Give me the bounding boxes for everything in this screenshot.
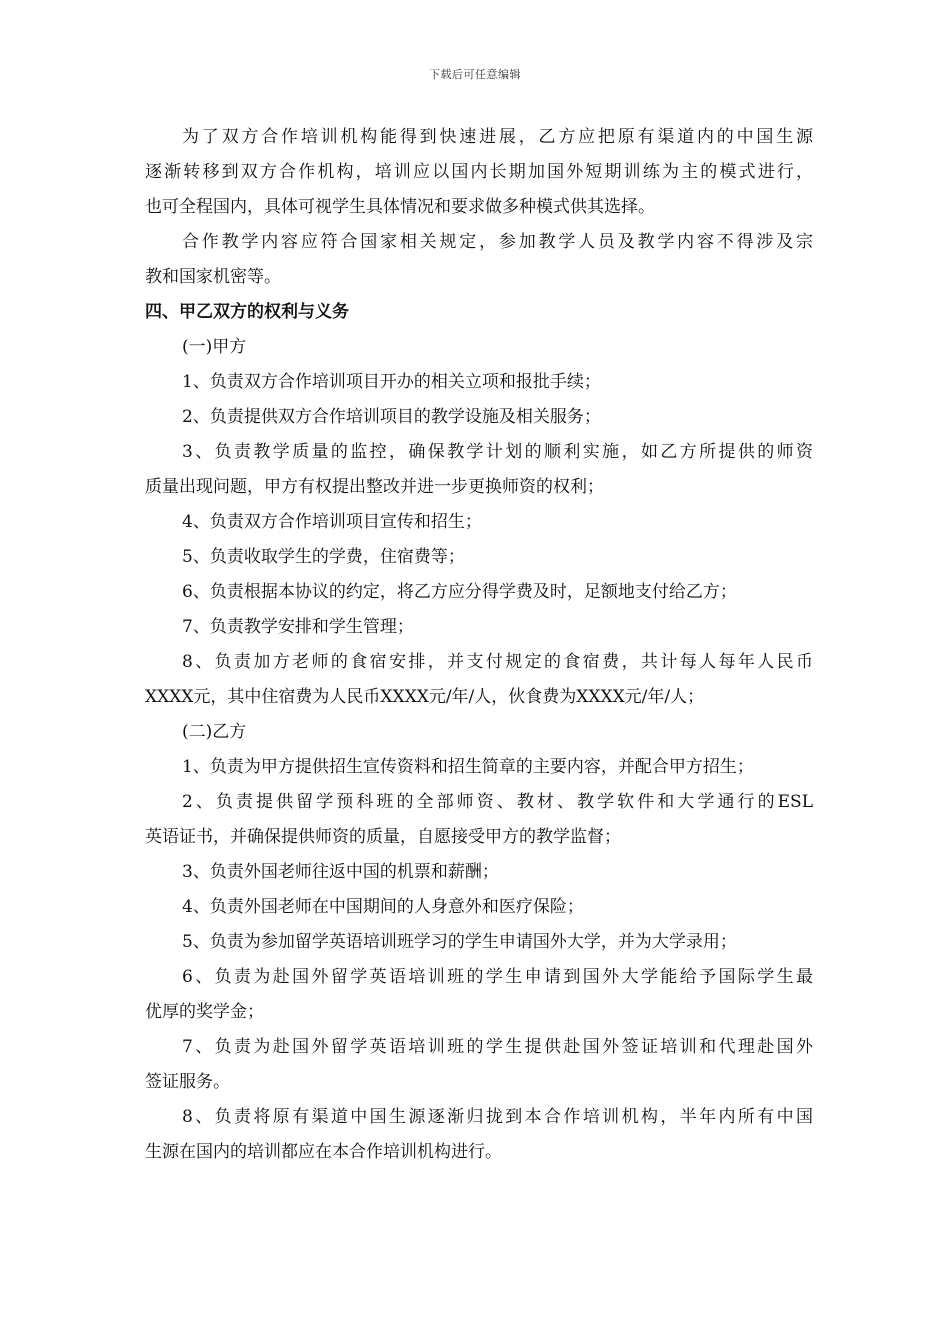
- subsection-heading: (一)甲方: [182, 337, 247, 357]
- list-item: 6、负责为赴国外留学英语培训班的学生申请到国外大学能给予国际学生最: [182, 967, 813, 987]
- list-item-continuation: 生源在国内的培训都应在本合作培训机构进行。: [145, 1142, 502, 1162]
- list-item: 8、负责加方老师的食宿安排，并支付规定的食宿费，共计每人每年人民币: [182, 652, 813, 672]
- list-item: 5、负责为参加留学英语培训班学习的学生申请国外大学，并为大学录用；: [182, 932, 737, 952]
- paragraph-line: 为了双方合作培训机构能得到快速进展，乙方应把原有渠道内的中国生源: [182, 127, 813, 147]
- list-item: 7、负责为赴国外留学英语培训班的学生提供赴国外签证培训和代理赴国外: [182, 1037, 813, 1057]
- list-item: 8、负责将原有渠道中国生源逐渐归拢到本合作培训机构，半年内所有中国: [182, 1107, 813, 1127]
- document-body: [145, 120, 813, 1170]
- list-item-continuation: 英语证书，并确保提供师资的质量，自愿接受甲方的教学监督；: [145, 827, 621, 847]
- list-item-continuation: 质量出现问题，甲方有权提出整改并进一步更换师资的权利；: [145, 477, 604, 497]
- section-heading: 四、甲乙双方的权利与义务: [145, 302, 349, 322]
- list-item: 3、负责教学质量的监控，确保教学计划的顺利实施，如乙方所提供的师资: [182, 442, 813, 462]
- page-header: 下载后可任意编辑: [429, 68, 521, 81]
- list-item: 3、负责外国老师往返中国的机票和薪酬；: [182, 862, 499, 882]
- list-item: 2、负责提供双方合作培训项目的教学设施及相关服务；: [182, 407, 601, 427]
- list-item: 1、负责为甲方提供招生宣传资料和招生简章的主要内容，并配合甲方招生；: [182, 757, 754, 777]
- list-item-continuation: XXXX元，其中住宿费为人民币XXXX元/年/人，伙食费为XXXX元/年/人；: [145, 687, 705, 707]
- list-item: 1、负责双方合作培训项目开办的相关立项和报批手续；: [182, 372, 601, 392]
- list-item-continuation: 签证服务。: [145, 1072, 230, 1092]
- list-item: 6、负责根据本协议的约定，将乙方应分得学费及时，足额地支付给乙方；: [182, 582, 737, 602]
- paragraph-line: 逐渐转移到双方合作机构，培训应以国内长期加国外短期训练为主的模式进行，: [145, 162, 813, 182]
- paragraph-line: 合作教学内容应符合国家相关规定，参加教学人员及教学内容不得涉及宗: [182, 232, 813, 252]
- list-item: 4、负责外国老师在中国期间的人身意外和医疗保险；: [182, 897, 584, 917]
- paragraph-line: 也可全程国内，具体可视学生具体情况和要求做多种模式供其选择。: [145, 197, 655, 217]
- list-item: 7、负责教学安排和学生管理；: [182, 617, 414, 637]
- list-item: 2、负责提供留学预科班的全部师资、教材、教学软件和大学通行的ESL: [182, 792, 813, 812]
- subsection-heading: (二)乙方: [182, 722, 247, 742]
- list-item: 4、负责双方合作培训项目宣传和招生；: [182, 512, 482, 532]
- list-item-continuation: 优厚的奖学金；: [145, 1002, 264, 1022]
- paragraph-line: 教和国家机密等。: [145, 267, 281, 287]
- list-item: 5、负责收取学生的学费，住宿费等；: [182, 547, 465, 567]
